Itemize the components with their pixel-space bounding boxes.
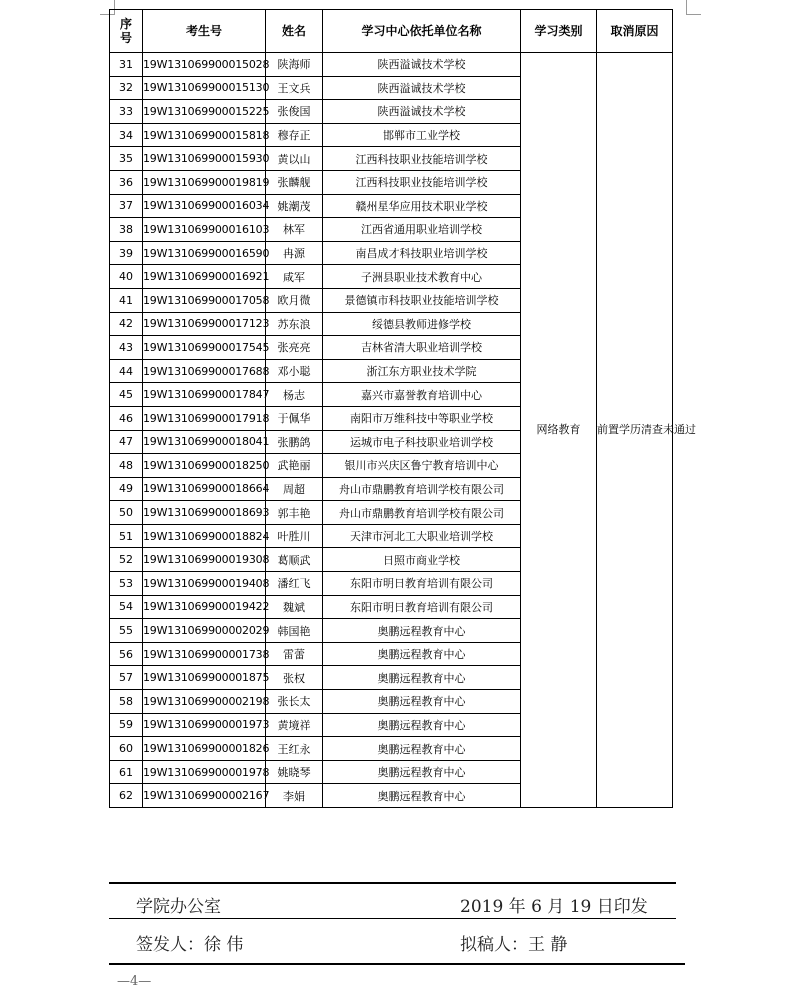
row-index: 55: [110, 619, 143, 643]
header-name: 姓名: [266, 10, 323, 53]
table-row: [110, 53, 673, 77]
row-unit: 舟山市鼎鹏教育培训学校有限公司: [323, 501, 521, 525]
issuing-office: 学院办公室: [136, 897, 221, 917]
row-exam-no: 19W131069900018250: [143, 454, 266, 478]
row-exam-no: 19W131069900015130: [143, 76, 266, 100]
row-name: 穆存正: [266, 123, 323, 147]
row-index: 34: [110, 123, 143, 147]
row-unit: 奥鹏远程教育中心: [323, 690, 521, 714]
row-exam-no: 19W131069900017058: [143, 288, 266, 312]
page-number: —4—: [117, 974, 152, 989]
row-index: 42: [110, 312, 143, 336]
row-exam-no: 19W131069900016034: [143, 194, 266, 218]
row-unit: 奥鹏远程教育中心: [323, 713, 521, 737]
row-index: 45: [110, 383, 143, 407]
row-exam-no: 19W131069900001978: [143, 760, 266, 784]
row-name: 冉源: [266, 241, 323, 265]
row-exam-no: 19W131069900001875: [143, 666, 266, 690]
row-name: 雷蕾: [266, 642, 323, 666]
row-unit: 天津市河北工大职业培训学校: [323, 524, 521, 548]
row-unit: 吉林省清大职业培训学校: [323, 336, 521, 360]
row-exam-no: 19W131069900002167: [143, 784, 266, 808]
row-name: 郭丰艳: [266, 501, 323, 525]
row-name: 欧月微: [266, 288, 323, 312]
row-name: 叶胜川: [266, 524, 323, 548]
row-name: 苏东浪: [266, 312, 323, 336]
cancel-reason-cell: 前置学历清查未通过: [597, 53, 673, 808]
row-name: 韩国艳: [266, 619, 323, 643]
row-exam-no: 19W131069900018041: [143, 430, 266, 454]
row-unit: 陕西溢诚技术学校: [323, 100, 521, 124]
row-unit: 赣州星华应用技术职业学校: [323, 194, 521, 218]
row-exam-no: 19W131069900018824: [143, 524, 266, 548]
row-unit: 银川市兴庆区鲁宁教育培训中心: [323, 454, 521, 478]
row-index: 52: [110, 548, 143, 572]
row-name: 于佩华: [266, 406, 323, 430]
row-exam-no: 19W131069900017545: [143, 336, 266, 360]
row-name: 张长太: [266, 690, 323, 714]
row-index: 59: [110, 713, 143, 737]
row-exam-no: 19W131069900015818: [143, 123, 266, 147]
row-exam-no: 19W131069900015930: [143, 147, 266, 171]
row-exam-no: 19W131069900019308: [143, 548, 266, 572]
row-index: 40: [110, 265, 143, 289]
row-unit: 舟山市鼎鹏教育培训学校有限公司: [323, 477, 521, 501]
row-exam-no: 19W131069900015028: [143, 53, 266, 77]
row-exam-no: 19W131069900017847: [143, 383, 266, 407]
header-exam-no: 考生号: [143, 10, 266, 53]
row-unit: 江西科技职业技能培训学校: [323, 147, 521, 171]
footer-rule-top: [109, 882, 676, 884]
row-index: 37: [110, 194, 143, 218]
row-index: 56: [110, 642, 143, 666]
row-exam-no: 19W131069900017123: [143, 312, 266, 336]
row-name: 咸军: [266, 265, 323, 289]
row-exam-no: 19W131069900018693: [143, 501, 266, 525]
signer: 签发人：徐 伟: [136, 935, 244, 955]
row-name: 姚晓琴: [266, 760, 323, 784]
header-category: 学习类别: [521, 10, 597, 53]
row-unit: 江西省通用职业培训学校: [323, 218, 521, 242]
row-index: 44: [110, 359, 143, 383]
row-unit: 东阳市明日教育培训有限公司: [323, 595, 521, 619]
issue-date: 2019 年 6 月 19 日印发: [460, 897, 648, 917]
row-index: 33: [110, 100, 143, 124]
cancellation-table: [109, 9, 696, 808]
row-unit: 奥鹏远程教育中心: [323, 784, 521, 808]
row-name: 黄境祥: [266, 713, 323, 737]
row-exam-no: 19W131069900018664: [143, 477, 266, 501]
row-unit: 子洲县职业技术教育中心: [323, 265, 521, 289]
row-name: 张麟舰: [266, 170, 323, 194]
header-seq: [110, 10, 143, 53]
row-exam-no: 19W131069900001826: [143, 737, 266, 761]
row-index: 32: [110, 76, 143, 100]
table-body: [110, 53, 696, 808]
row-name: 魏斌: [266, 595, 323, 619]
header-unit: 学习中心依托单位名称: [323, 10, 521, 53]
row-exam-no: 19W131069900019819: [143, 170, 266, 194]
row-name: 张权: [266, 666, 323, 690]
row-name: 王文兵: [266, 76, 323, 100]
row-index: 43: [110, 336, 143, 360]
row-name: 张亮亮: [266, 336, 323, 360]
row-index: 62: [110, 784, 143, 808]
header-reason: 取消原因: [597, 10, 673, 53]
row-index: 36: [110, 170, 143, 194]
header-seq-line2: 号: [119, 31, 132, 45]
row-index: 41: [110, 288, 143, 312]
row-exam-no: 19W131069900016103: [143, 218, 266, 242]
row-unit: 南昌成才科技职业培训学校: [323, 241, 521, 265]
row-name: 李娟: [266, 784, 323, 808]
row-index: 58: [110, 690, 143, 714]
row-index: 31: [110, 53, 143, 77]
footer-rule-middle: [109, 918, 676, 919]
row-exam-no: 19W131069900015225: [143, 100, 266, 124]
row-unit: 景德镇市科技职业技能培训学校: [323, 288, 521, 312]
row-name: 姚潮茂: [266, 194, 323, 218]
row-index: 38: [110, 218, 143, 242]
row-exam-no: 19W131069900017688: [143, 359, 266, 383]
row-exam-no: 19W131069900002198: [143, 690, 266, 714]
row-name: 邓小聪: [266, 359, 323, 383]
table-header-row: [110, 10, 673, 53]
row-unit: 奥鹏远程教育中心: [323, 642, 521, 666]
row-index: 39: [110, 241, 143, 265]
row-name: 葛顺武: [266, 548, 323, 572]
row-name: 潘红飞: [266, 572, 323, 596]
row-unit: 嘉兴市嘉誉教育培训中心: [323, 383, 521, 407]
row-index: 54: [110, 595, 143, 619]
row-unit: 日照市商业学校: [323, 548, 521, 572]
row-index: 46: [110, 406, 143, 430]
row-index: 48: [110, 454, 143, 478]
drafter: 拟稿人：王 静: [460, 935, 568, 955]
row-name: 张俊国: [266, 100, 323, 124]
crop-mark-top-right: [686, 0, 701, 15]
row-index: 35: [110, 147, 143, 171]
row-index: 60: [110, 737, 143, 761]
row-name: 黄以山: [266, 147, 323, 171]
row-name: 张鹏鸽: [266, 430, 323, 454]
row-unit: 奥鹏远程教育中心: [323, 619, 521, 643]
row-index: 50: [110, 501, 143, 525]
header-seq-line1: 序: [119, 17, 132, 31]
row-index: 47: [110, 430, 143, 454]
row-exam-no: 19W131069900001738: [143, 642, 266, 666]
row-exam-no: 19W131069900016590: [143, 241, 266, 265]
row-exam-no: 19W131069900019422: [143, 595, 266, 619]
row-name: 杨志: [266, 383, 323, 407]
row-index: 57: [110, 666, 143, 690]
row-unit: 陕西溢诚技术学校: [323, 53, 521, 77]
row-unit: 浙江东方职业技术学院: [323, 359, 521, 383]
row-unit: 江西科技职业技能培训学校: [323, 170, 521, 194]
row-name: 武艳丽: [266, 454, 323, 478]
row-unit: 奥鹏远程教育中心: [323, 666, 521, 690]
row-unit: 绥德县教师进修学校: [323, 312, 521, 336]
row-unit: 东阳市明日教育培训有限公司: [323, 572, 521, 596]
row-unit: 奥鹏远程教育中心: [323, 737, 521, 761]
row-name: 王红永: [266, 737, 323, 761]
row-index: 53: [110, 572, 143, 596]
row-name: 陕海师: [266, 53, 323, 77]
study-category-cell: 网络教育: [521, 53, 597, 808]
row-unit: 南阳市万维科技中等职业学校: [323, 406, 521, 430]
row-unit: 邯郸市工业学校: [323, 123, 521, 147]
footer-rule-bottom: [109, 963, 685, 965]
row-index: 51: [110, 524, 143, 548]
row-name: 林军: [266, 218, 323, 242]
row-index: 61: [110, 760, 143, 784]
row-unit: 奥鹏远程教育中心: [323, 760, 521, 784]
row-unit: 运城市电子科技职业培训学校: [323, 430, 521, 454]
row-exam-no: 19W131069900019408: [143, 572, 266, 596]
row-exam-no: 19W131069900017918: [143, 406, 266, 430]
row-name: 周超: [266, 477, 323, 501]
row-exam-no: 19W131069900016921: [143, 265, 266, 289]
row-exam-no: 19W131069900002029: [143, 619, 266, 643]
row-unit: 陕西溢诚技术学校: [323, 76, 521, 100]
row-index: 49: [110, 477, 143, 501]
row-exam-no: 19W131069900001973: [143, 713, 266, 737]
